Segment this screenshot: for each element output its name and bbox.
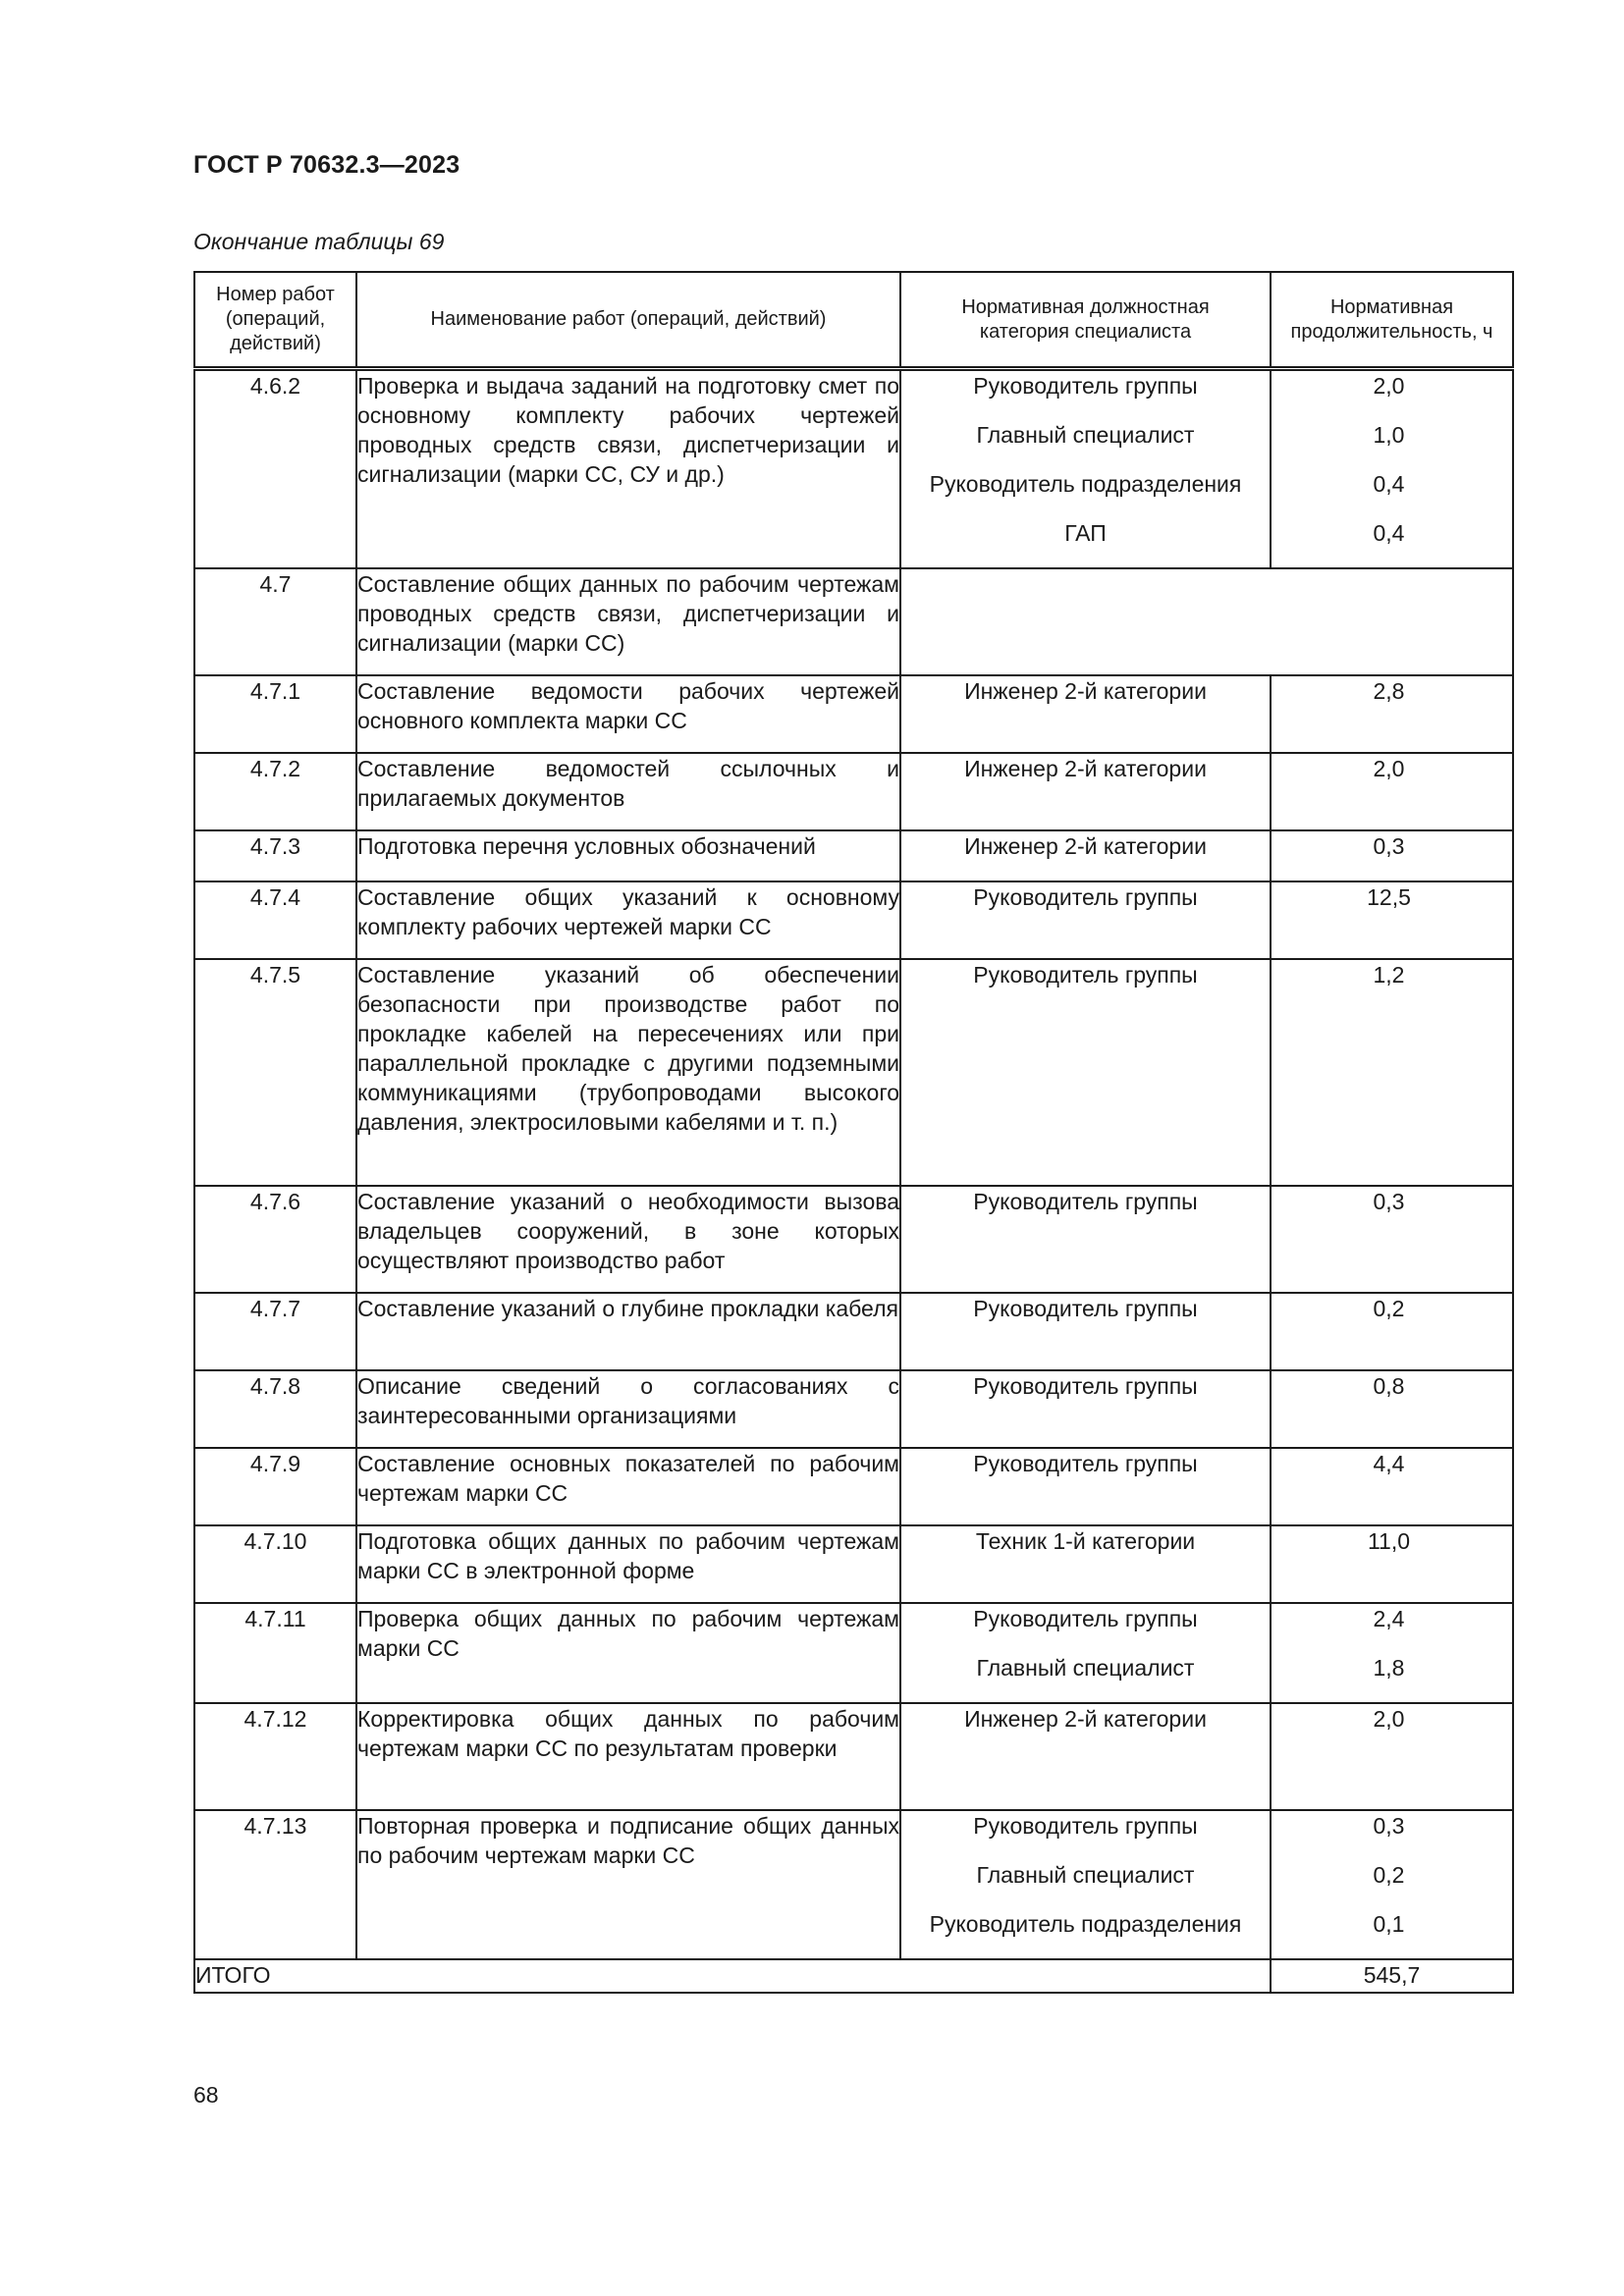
table-header-row [194,272,1513,369]
work-name: Составление ведомости рабочих чертежей основного комплекта марки СС [356,675,900,753]
specialist-category: Главный специалист [976,1862,1195,1888]
duration-list [1271,959,1513,1186]
specialist-category: Инженер 2-й категории [964,756,1207,781]
duration-value: 0,4 [1373,520,1405,546]
work-number: 4.7.13 [194,1810,356,1959]
specialist-category: Руководитель подразделения [929,1911,1242,1937]
specialist-category: Главный специалист [976,1655,1195,1681]
duration-list [1271,1703,1513,1810]
specialist-list [900,753,1271,830]
work-name: Повторная проверка и подписание общих данных по рабочим чертежам марки СС [356,1810,900,1959]
duration-value: 2,0 [1373,756,1405,781]
specialist-category: Руководитель группы [973,884,1198,910]
specialist-category: Главный специалист [976,422,1195,448]
duration-value: 1,2 [1373,962,1405,988]
specialist-category: Руководитель группы [973,1813,1198,1839]
specialist-category: Инженер 2-й категории [964,833,1207,859]
duration-list [1271,753,1513,830]
specialist-list [900,675,1271,753]
work-number: 4.7.8 [194,1370,356,1448]
duration-value: 11,0 [1367,1528,1411,1554]
specialist-category: Инженер 2-й категории [964,1706,1207,1732]
specialist-category: Руководитель группы [973,1296,1198,1321]
work-number: 4.7.5 [194,959,356,1186]
table-total-row [194,1959,1513,1993]
duration-list [1271,1603,1513,1703]
duration-list [1271,1293,1513,1370]
duration-value: 1,0 [1373,422,1405,448]
work-number: 4.7.3 [194,830,356,881]
duration-list [1271,1370,1513,1448]
work-name: Составление указаний об обеспечении безопасности при производстве работ по прокладке кабелей на пересечениях или при параллельной прокладке с другими подземными коммуникациями (трубопроводами высокого давления, электросиловыми кабелями и т. п.) [356,959,900,1186]
specialist-category: Руководитель подразделения [929,471,1242,497]
table-row [194,1603,1513,1703]
specialist-list [900,1448,1271,1525]
specialist-category: Руководитель группы [973,1451,1198,1476]
work-name: Подготовка перечня условных обозначений [356,830,900,881]
table-caption: Окончание таблицы 69 [193,229,445,254]
specialist-list [900,881,1271,959]
table-body [194,369,1513,1960]
duration-value: 2,8 [1373,678,1405,704]
work-number: 4.7.10 [194,1525,356,1603]
work-name: Составление общих указаний к основному комплекту рабочих чертежей марки СС [356,881,900,959]
work-number: 4.7 [194,568,356,675]
duration-value: 0,8 [1373,1373,1405,1399]
table-row [194,675,1513,753]
duration-value: 2,0 [1373,373,1405,399]
table-row [194,959,1513,1186]
duration-list [1271,369,1513,569]
table-row [194,369,1513,569]
work-name: Описание сведений о согласованиях с заинтересованными организациями [356,1370,900,1448]
specialist-list [900,959,1271,1186]
duration-list [1271,1448,1513,1525]
work-number: 4.6.2 [194,369,356,569]
specialist-list [900,1810,1271,1959]
table-row [194,1525,1513,1603]
table-row [194,1186,1513,1293]
document-header: ГОСТ Р 70632.3—2023 [193,151,460,179]
norms-table [193,271,1514,1994]
table-row [194,753,1513,830]
table-row [194,830,1513,881]
specialist-list [900,1293,1271,1370]
duration-value: 1,8 [1373,1655,1405,1681]
specialist-category: Руководитель группы [973,1373,1198,1399]
specialist-list [900,1703,1271,1810]
specialist-category: Руководитель группы [973,373,1198,399]
specialist-list [900,369,1271,569]
column-header-number: Номер работ (операций, действий) [194,272,356,369]
work-number: 4.7.9 [194,1448,356,1525]
work-name: Составление указаний о глубине прокладки кабеля [356,1293,900,1370]
work-name: Проверка общих данных по рабочим чертежам марки СС [356,1603,900,1703]
column-header-name: Наименование работ (операций, действий) [356,272,900,369]
work-name: Составление указаний о необходимости вызова владельцев сооружений, в зоне которых осуществляют производство работ [356,1186,900,1293]
table-row [194,1293,1513,1370]
specialist-category: Инженер 2-й категории [964,678,1207,704]
specialist-list [900,1603,1271,1703]
duration-list [1271,1525,1513,1603]
duration-list [1271,675,1513,753]
specialist-category: Руководитель группы [973,962,1198,988]
work-number: 4.7.12 [194,1703,356,1810]
column-header-specialist: Нормативная должностная категория специалиста [900,272,1271,369]
work-name: Составление ведомостей ссылочных и прилагаемых документов [356,753,900,830]
work-name: Корректировка общих данных по рабочим чертежам марки СС по результатам проверки [356,1703,900,1810]
work-name: Проверка и выдача заданий на подготовку смет по основному комплекту рабочих чертежей проводных средств связи, диспетчеризации и сигнализации (марки СС, СУ и др.) [356,369,900,569]
duration-list [1271,881,1513,959]
work-number: 4.7.4 [194,881,356,959]
work-number: 4.7.2 [194,753,356,830]
specialist-category: Техник 1-й категории [975,1528,1196,1554]
duration-list [1271,1186,1513,1293]
work-name: Подготовка общих данных по рабочим чертежам марки СС в электронной форме [356,1525,900,1603]
empty-cell [900,568,1513,675]
specialist-category: Руководитель группы [973,1189,1198,1214]
duration-value: 4,4 [1373,1451,1405,1476]
total-label: ИТОГО [194,1959,1271,1993]
work-number: 4.7.1 [194,675,356,753]
specialist-list [900,830,1271,881]
table-row [194,881,1513,959]
duration-value: 0,3 [1373,1813,1405,1839]
table-row [194,1370,1513,1448]
specialist-list [900,1525,1271,1603]
duration-value: 12,5 [1367,884,1411,910]
duration-list [1271,830,1513,881]
duration-list [1271,1810,1513,1959]
duration-value: 2,0 [1373,1706,1405,1732]
duration-value: 0,2 [1373,1296,1405,1321]
page-number: 68 [193,2082,219,2108]
work-number: 4.7.11 [194,1603,356,1703]
table-row [194,1810,1513,1959]
duration-value: 0,1 [1373,1911,1405,1937]
duration-value: 2,4 [1373,1606,1405,1631]
duration-value: 0,3 [1373,1189,1405,1214]
specialist-list [900,1186,1271,1293]
duration-value: 0,3 [1373,833,1405,859]
table-row [194,568,1513,675]
column-header-duration: Нормативная продолжительность, ч [1271,272,1513,369]
total-value: 545,7 [1271,1959,1513,1993]
work-number: 4.7.6 [194,1186,356,1293]
specialist-category: ГАП [1064,520,1107,546]
specialist-category: Руководитель группы [973,1606,1198,1631]
duration-value: 0,2 [1373,1862,1405,1888]
table-row [194,1703,1513,1810]
specialist-list [900,1370,1271,1448]
work-name: Составление общих данных по рабочим чертежам проводных средств связи, диспетчеризации и сигнализации (марки СС) [356,568,900,675]
duration-value: 0,4 [1373,471,1405,497]
work-number: 4.7.7 [194,1293,356,1370]
table-row [194,1448,1513,1525]
work-name: Составление основных показателей по рабочим чертежам марки СС [356,1448,900,1525]
